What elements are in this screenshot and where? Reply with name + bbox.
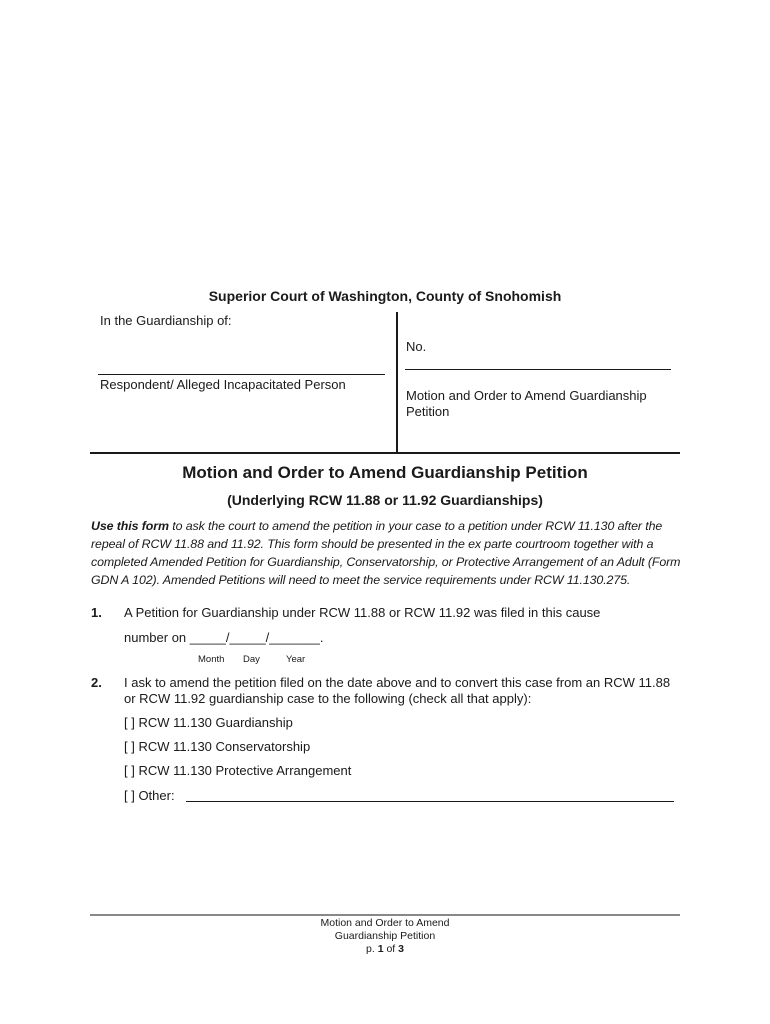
instructions-lead: Use this form (91, 519, 169, 533)
page-number (0, 943, 770, 956)
other-input-line[interactable] (186, 801, 674, 802)
page-prefix: p. (366, 943, 378, 955)
item-1-number: 1. (91, 605, 102, 620)
item-2-number: 2. (91, 675, 102, 690)
item-2-text: I ask to amend the petition filed on the date above and to convert this case from an RCW 11.88 or RCW 11.92 guardianship case to the following (check all that apply): (124, 675, 671, 706)
form-subtitle: (Underlying RCW 11.88 or 11.92 Guardianships) (227, 492, 543, 508)
option-protective-arrangement-checkbox[interactable]: [ ] RCW 11.130 Protective Arrangement (124, 763, 352, 778)
page-current: 1 (377, 943, 384, 955)
in-the-matter-label: In the Guardianship of: (100, 313, 232, 328)
respondent-name-line[interactable] (98, 374, 385, 375)
caption-document-title: Motion and Order to Amend Guardianship Petition (406, 388, 647, 419)
caption-bottom-rule (90, 452, 680, 454)
option-other-checkbox[interactable]: [ ] Other: (124, 788, 175, 803)
form-title: Motion and Order to Amend Guardianship Petition (182, 463, 588, 482)
year-label: Year (286, 654, 306, 665)
court-name: Superior Court of Washington, County of Snohomish (208, 288, 562, 304)
footer-form-name-2: Guardianship Petition (334, 930, 436, 942)
case-number-line[interactable] (405, 369, 671, 370)
item-1-date-field[interactable]: number on _____/_____/_______. (124, 630, 324, 645)
item-1-line1: A Petition for Guardianship under RCW 11.88 or RCW 11.92 was filed in this cause (124, 605, 601, 620)
caption-divider (396, 312, 398, 452)
footer-form-name-1: Motion and Order to Amend (320, 917, 450, 929)
day-label: Day (243, 654, 260, 665)
month-label: Month (198, 654, 225, 665)
option-conservatorship-checkbox[interactable]: [ ] RCW 11.130 Conservatorship (124, 739, 311, 754)
footer-rule (90, 914, 680, 916)
respondent-label: Respondent/ Alleged Incapacitated Person (100, 377, 346, 392)
case-number-label: No. (406, 339, 427, 354)
page-of: of (383, 943, 399, 955)
instructions (91, 517, 683, 589)
option-guardianship-checkbox[interactable]: [ ] RCW 11.130 Guardianship (124, 715, 293, 730)
instructions-body: to ask the court to amend the petition in your case to a petition under RCW 11.130 after the repeal of RCW 11.88 and 11.92. This form should be presented in the ex parte courtroom together with a completed Amended Petition for Guardianship, Conservatorship, or Protective Arrangement of an Adult (Form GDN A 102). Amended Petitions will need to meet the service requirements under RCW 11.130.275. (91, 519, 681, 587)
page-total: 3 (398, 943, 404, 955)
